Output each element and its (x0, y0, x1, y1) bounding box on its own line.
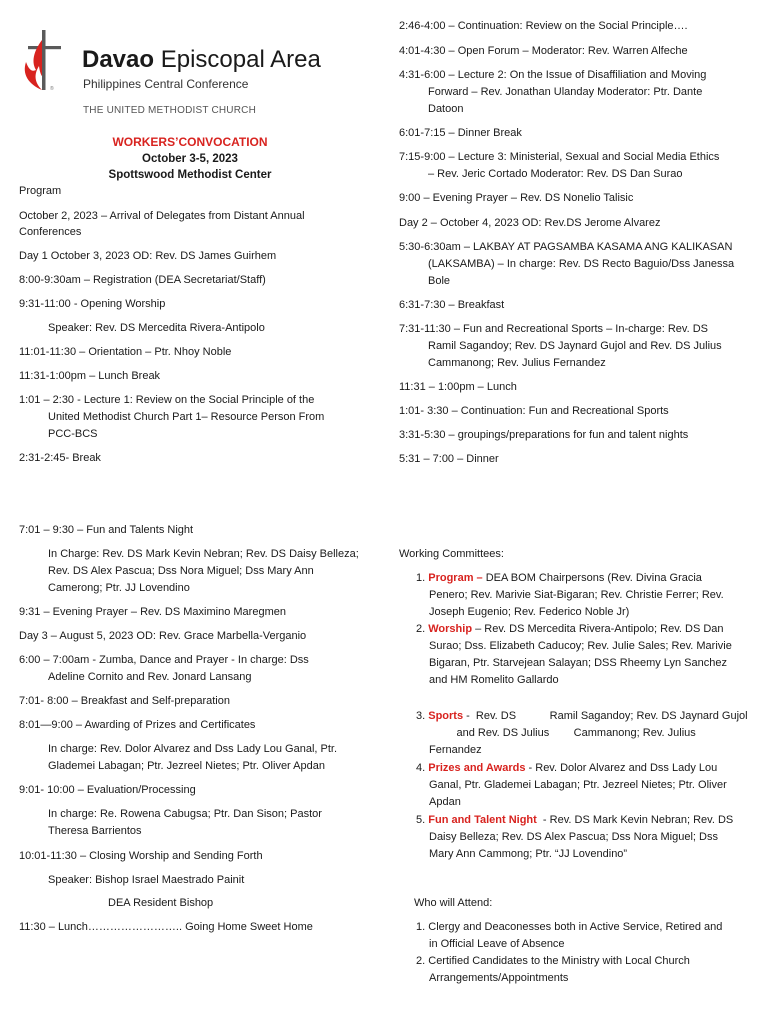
schedule-line: 11:31 – 1:00pm – Lunch (399, 381, 517, 393)
schedule-line: Speaker: Rev. DS Mercedita Rivera-Antipolo (48, 322, 265, 334)
schedule-line: Adeline Cornito and Rev. Jonard Lansang (48, 671, 252, 683)
committee-line: Joseph Eugenio; Rev. Federico Noble Jr) (429, 606, 630, 618)
church-name: THE UNITED METHODIST CHURCH (83, 105, 256, 116)
committees-heading: Working Committees: (399, 548, 504, 560)
schedule-line: Cammanong; Rev. Julius Fernandez (428, 357, 606, 369)
schedule-line: 2:46-4:00 – Continuation: Review on the Social Principle…. (399, 20, 688, 32)
schedule-line: 7:01 – 9:30 – Fun and Talents Night (19, 524, 194, 536)
committee-title: Program – (428, 572, 483, 584)
schedule-line: 7:31-11:30 – Fun and Recreational Sports – In-charge: Rev. DS (399, 323, 708, 335)
schedule-line: DEA Resident Bishop (108, 897, 214, 909)
schedule-line: 5:30-6:30am – LAKBAY AT PAGSAMBA KASAMA ANG KALIKASAN (399, 241, 733, 253)
day1-heading: Day 1 October 3, 2023 OD: Rev. DS James Guirhem (19, 250, 277, 262)
schedule-line: Datoon (428, 103, 464, 115)
event-dates: October 3-5, 2023 (142, 153, 238, 165)
committee-line: and Rev. DS Julius Cammanong; Rev. Julius (429, 727, 696, 739)
schedule-line: 9:00 – Evening Prayer – Rev. DS Nonelio Talisic (399, 192, 634, 204)
schedule-line: PCC-BCS (48, 428, 98, 440)
committee-line: Fernandez (429, 744, 482, 756)
schedule-line: Camerong; Ptr. JJ Lovendino (48, 582, 190, 594)
schedule-line: 6:00 – 7:00am - Zumba, Dance and Prayer - In charge: Dss (19, 654, 309, 666)
committee-title: Sports (428, 710, 464, 722)
attend-item: 2. Certified Candidates to the Ministry with Local Church (416, 955, 690, 967)
svg-text:®: ® (50, 86, 54, 92)
schedule-line: 2:31-2:45- Break (19, 452, 101, 464)
committee-item: 5. Fun and Talent Night - Rev. DS Mark Kevin Nebran; Rev. DS (416, 814, 734, 826)
schedule-line: 7:01- 8:00 – Breakfast and Self-preparation (19, 695, 230, 707)
day2-heading: Day 2 – October 4, 2023 OD: Rev.DS Jerome Alvarez (399, 217, 661, 229)
schedule-line: Forward – Rev. Jonathan Ulanday Moderator: Ptr. Dante (428, 86, 703, 98)
schedule-line: 8:01—9:00 – Awarding of Prizes and Certificates (19, 719, 256, 731)
day3-heading: Day 3 – August 5, 2023 OD: Rev. Grace Marbella-Verganio (19, 630, 307, 642)
schedule-line: Ramil Sagandoy; Rev. DS Jaynard Gujol and Rev. DS Julius (428, 340, 722, 352)
committee-line: and HM Romelito Gallardo (429, 674, 559, 686)
committee-line: Surao; Dss. Elizabeth Caducoy; Rev. Julie Sales; Rev. Marivie (429, 640, 732, 652)
list-number: 4. (416, 762, 426, 774)
schedule-line: In Charge: Rev. DS Mark Kevin Nebran; Rev. DS Daisy Belleza; (48, 548, 359, 560)
schedule-line: 9:01- 10:00 – Evaluation/Processing (19, 784, 196, 796)
schedule-line: 6:01-7:15 – Dinner Break (399, 127, 522, 139)
committee-item: 4. Prizes and Awards - Rev. Dolor Alvarez and Dss Lady Lou (416, 762, 718, 774)
program-label: Program (19, 185, 62, 197)
schedule-line: 1:01 – 2:30 - Lecture 1: Review on the Social Principle of the (19, 394, 315, 406)
committee-line: Apdan (429, 796, 461, 808)
schedule-line: October 2, 2023 – Arrival of Delegates from Distant Annual (19, 210, 305, 222)
attend-line: in Official Leave of Absence (429, 938, 565, 950)
schedule-line: 6:31-7:30 – Breakfast (399, 299, 505, 311)
schedule-line: 8:00-9:30am – Registration (DEA Secretariat/Staff) (19, 274, 266, 286)
attend-heading: Who will Attend: (414, 897, 493, 909)
schedule-line: 9:31-11:00 - Opening Worship (19, 298, 166, 310)
schedule-line: (LAKSAMBA) – In charge: Rev. DS Recto Baguio/Dss Janessa (428, 258, 735, 270)
event-venue: Spottswood Methodist Center (108, 169, 272, 181)
schedule-line: United Methodist Church Part 1– Resource Person From (48, 411, 325, 423)
committee-item: 3. Sports - Rev. DS Ramil Sagandoy; Rev. DS Jaynard Gujol (416, 710, 748, 722)
schedule-line: 9:31 – Evening Prayer – Rev. DS Maximino Maregmen (19, 606, 286, 618)
committee-item: 1. Program – DEA BOM Chairpersons (Rev. Divina Gracia (416, 572, 702, 584)
committee-line: Daisy Belleza; Rev. DS Alex Pascua; Dss Nora Miguel; Dss (429, 831, 718, 843)
committee-title: Fun and Talent Night (428, 814, 537, 826)
attend-line: Arrangements/Appointments (429, 972, 569, 984)
schedule-line: In charge: Rev. Dolor Alvarez and Dss Lady Lou Ganal, Ptr. (48, 743, 338, 755)
committee-line: Bigaran, Ptr. Starvejean Salayan; DSS Rheemy Lyn Sanchez (429, 657, 727, 669)
committee-line: Mary Ann Cammong; Ptr. “JJ Lovendino” (429, 848, 628, 860)
schedule-line: 11:31-1:00pm – Lunch Break (19, 370, 161, 382)
schedule-line: 11:30 – Lunch…………………….. Going Home Sweet Home (19, 921, 313, 933)
committee-title: Prizes and Awards (428, 762, 526, 774)
schedule-line: – Rev. Jeric Cortado Moderator: Rev. DS Dan Surao (428, 168, 683, 180)
schedule-line: 1:01- 3:30 – Continuation: Fun and Recreational Sports (399, 405, 669, 417)
committee-line: Ganal, Ptr. Glademei Labagan; Ptr. Jezreel Nietes; Ptr. Oliver (429, 779, 727, 791)
schedule-line: 4:31-6:00 – Lecture 2: On the Issue of Disaffiliation and Moving (399, 69, 707, 81)
schedule-line: 4:01-4:30 – Open Forum – Moderator: Rev. Warren Alfeche (399, 45, 688, 57)
schedule-line: 11:01-11:30 – Orientation – Ptr. Nhoy Noble (19, 346, 232, 358)
brand-bold: Davao (82, 46, 155, 73)
committee-title: Worship (428, 623, 473, 635)
cross-and-flame-logo (20, 30, 70, 92)
list-number: 2. (416, 623, 426, 635)
list-number: 5. (416, 814, 426, 826)
schedule-line: In charge: Re. Rowena Cabugsa; Ptr. Dan Sison; Pastor (48, 808, 322, 820)
schedule-line: 10:01-11:30 – Closing Worship and Sending Forth (19, 850, 263, 862)
committee-line: Penero; Rev. Marivie Siat-Bigaran; Rev. Christie Ferrer; Rev. (429, 589, 724, 601)
schedule-line: 3:31-5:30 – groupings/preparations for fun and talent nights (399, 429, 689, 441)
schedule-line: 7:15-9:00 – Lecture 3: Ministerial, Sexual and Social Media Ethics (399, 151, 720, 163)
schedule-line: Conferences (19, 226, 82, 238)
schedule-line: Glademei Labagan; Ptr. Jezreel Nietes; Ptr. Oliver Apdan (48, 760, 325, 772)
schedule-line: Rev. DS Alex Pascua; Dss Nora Miguel; Dss Mary Ann (48, 565, 314, 577)
brand-title (82, 45, 321, 75)
list-number: 1. (416, 572, 426, 584)
list-number: 2. (416, 955, 426, 967)
list-number: 3. (416, 710, 426, 722)
brand-rest: Episcopal Area (154, 46, 321, 73)
schedule-line: Theresa Barrientos (48, 825, 142, 837)
schedule-line: Bole (428, 275, 451, 287)
conference-name: Philippines Central Conference (83, 77, 249, 91)
event-title: WORKERS’CONVOCATION (112, 135, 268, 149)
schedule-line: 5:31 – 7:00 – Dinner (399, 453, 499, 465)
committee-item: 2. Worship – Rev. DS Mercedita Rivera-Antipolo; Rev. DS Dan (416, 623, 724, 635)
list-number: 1. (416, 921, 426, 933)
attend-item: 1. Clergy and Deaconesses both in Active Service, Retired and (416, 921, 723, 933)
schedule-line: Speaker: Bishop Israel Maestrado Painit (48, 874, 245, 886)
